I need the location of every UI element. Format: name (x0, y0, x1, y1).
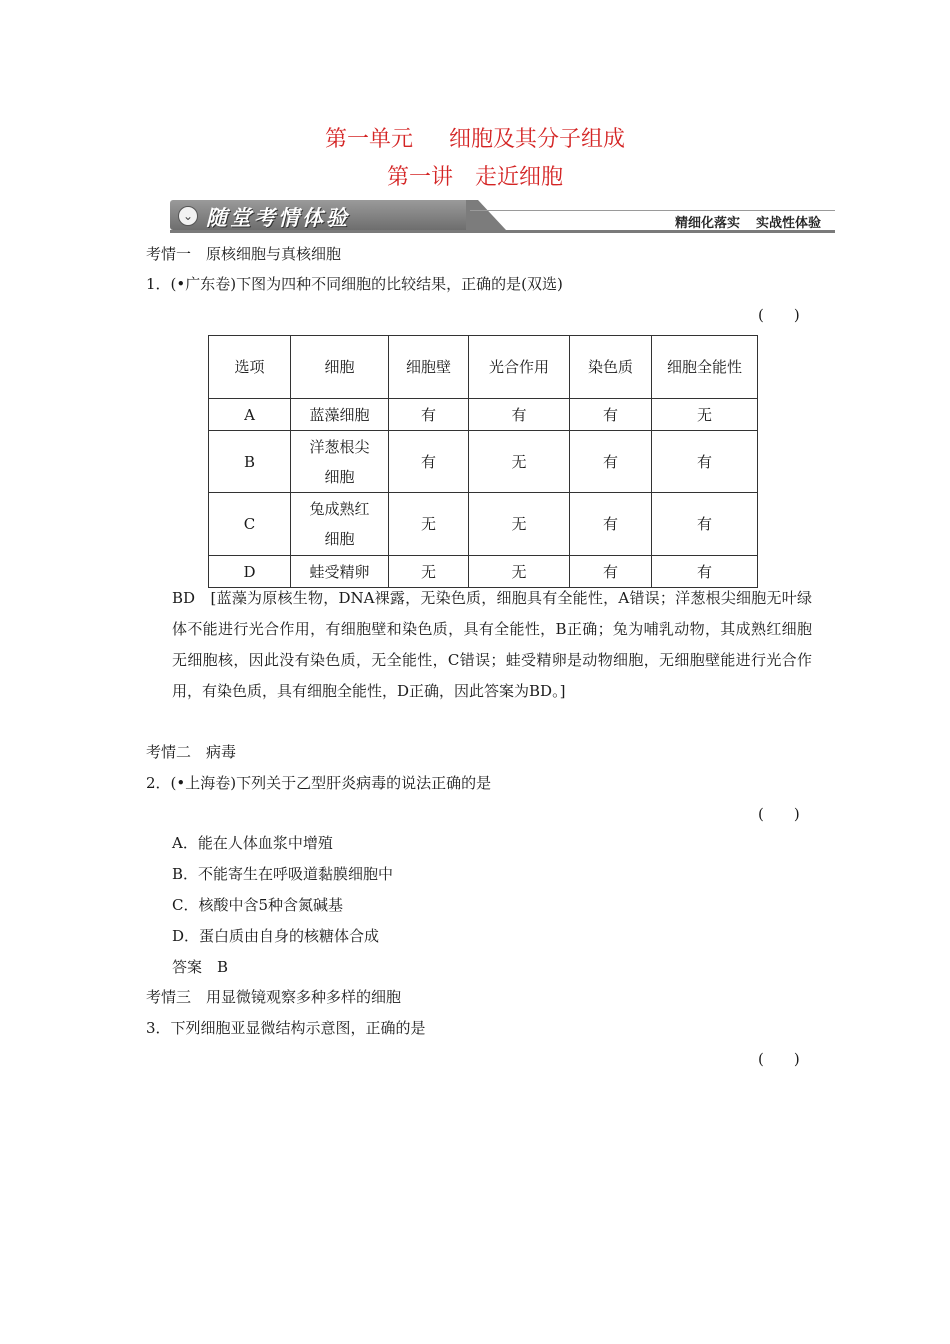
comparison-table (208, 335, 758, 588)
table-header-cell: 光合作用 (469, 336, 570, 399)
table-header-cell: 细胞壁 (389, 336, 469, 399)
table-cell: D (209, 556, 291, 588)
table-cell: A (209, 399, 291, 431)
table-cell: 有 (570, 493, 652, 556)
question1-text: 1．(•广东卷)下图为四种不同细胞的比较结果，正确的是(双选) (146, 275, 563, 293)
question3-text: 3．下列细胞亚显微结构示意图，正确的是 (146, 1019, 426, 1037)
table-cell: 无 (469, 431, 570, 493)
table-header-cell: 细胞全能性 (652, 336, 758, 399)
table-cell: 有 (652, 556, 758, 588)
question1-paren (758, 304, 800, 325)
table-cell: 蛙受精卵 (291, 556, 389, 588)
table-cell: 洋葱根尖细胞 (291, 431, 389, 493)
question2-answer-blank: ( ) (758, 805, 800, 823)
lecture-title (0, 160, 950, 191)
section-banner (170, 200, 835, 236)
table-header-cell: 染色质 (570, 336, 652, 399)
question3-answer-blank: ( ) (758, 1050, 800, 1068)
unit-label: 第一单元 (324, 127, 413, 152)
banner-thin-line (470, 210, 835, 211)
section3-heading: 考情三 用显微镜观察多种多样的细胞 (146, 988, 402, 1006)
table-row (209, 431, 758, 493)
banner-tag-2: 实战性体验 (755, 216, 821, 231)
table-cell: 兔成熟红细胞 (291, 493, 389, 556)
table-cell: 有 (469, 399, 570, 431)
table-cell: 有 (389, 399, 469, 431)
unit-topic: 细胞及其分子组成 (449, 127, 626, 152)
unit-title (0, 122, 950, 153)
table-cell: 无 (389, 556, 469, 588)
table-cell: 无 (469, 556, 570, 588)
table-cell: 有 (570, 556, 652, 588)
table-cell: 有 (570, 431, 652, 493)
table-cell: B (209, 431, 291, 493)
table-row (209, 493, 758, 556)
banner-slope (466, 200, 506, 230)
question2-option-a: A．能在人体血浆中增殖 (172, 834, 333, 852)
banner-title: 随堂考情体验 (206, 206, 350, 230)
table-cell: 有 (652, 493, 758, 556)
table-cell: 蓝藻细胞 (291, 399, 389, 431)
table-cell: 有 (570, 399, 652, 431)
question2-answer: 答案 B (172, 958, 229, 976)
table-header-cell: 选项 (209, 336, 291, 399)
table-cell: 无 (469, 493, 570, 556)
lecture-topic: 走近细胞 (475, 165, 564, 190)
lecture-label: 第一讲 (386, 165, 453, 190)
table-header-row (209, 336, 758, 399)
question1-answer-blank: ( ) (758, 306, 800, 324)
question2-option-b: B．不能寄生在呼吸道黏膜细胞中 (172, 865, 394, 883)
banner-tag-1: 精细化落实 (674, 216, 740, 231)
table-cell: C (209, 493, 291, 556)
table-row (209, 399, 758, 431)
table-cell: 有 (389, 431, 469, 493)
section2-heading: 考情二 病毒 (146, 743, 237, 761)
table-cell: 无 (389, 493, 469, 556)
section1-heading: 考情一 原核细胞与真核细胞 (146, 245, 342, 263)
table-header-cell: 细胞 (291, 336, 389, 399)
question2-text: 2．(•上海卷)下列关于乙型肝炎病毒的说法正确的是 (146, 774, 492, 792)
question1-explanation: BD [蓝藻为原核生物，DNA裸露，无染色质，细胞具有全能性，A错误；洋葱根尖细胞无叶绿体不能进行光合作用，有细胞壁和染色质，具有全能性，B正确；兔为哺乳动物，其成熟红细胞无细胞核，因此没有染色质，无全能性，C错误；蛙受精卵是动物细胞，无细胞壁能进行光合作用，有染色质，具有细胞全能性，D正确，因此答案为BD。] (172, 589, 812, 700)
banner-tags (675, 212, 821, 231)
question2-option-d: D．蛋白质由自身的核糖体合成 (172, 927, 380, 945)
question2-paren (758, 803, 800, 824)
chevron-down-icon: ⌄ (178, 206, 198, 226)
question3-paren (758, 1048, 800, 1069)
question2-option-c: C．核酸中含5种含氮碱基 (172, 896, 344, 914)
table-cell: 无 (652, 399, 758, 431)
table-cell: 有 (652, 431, 758, 493)
